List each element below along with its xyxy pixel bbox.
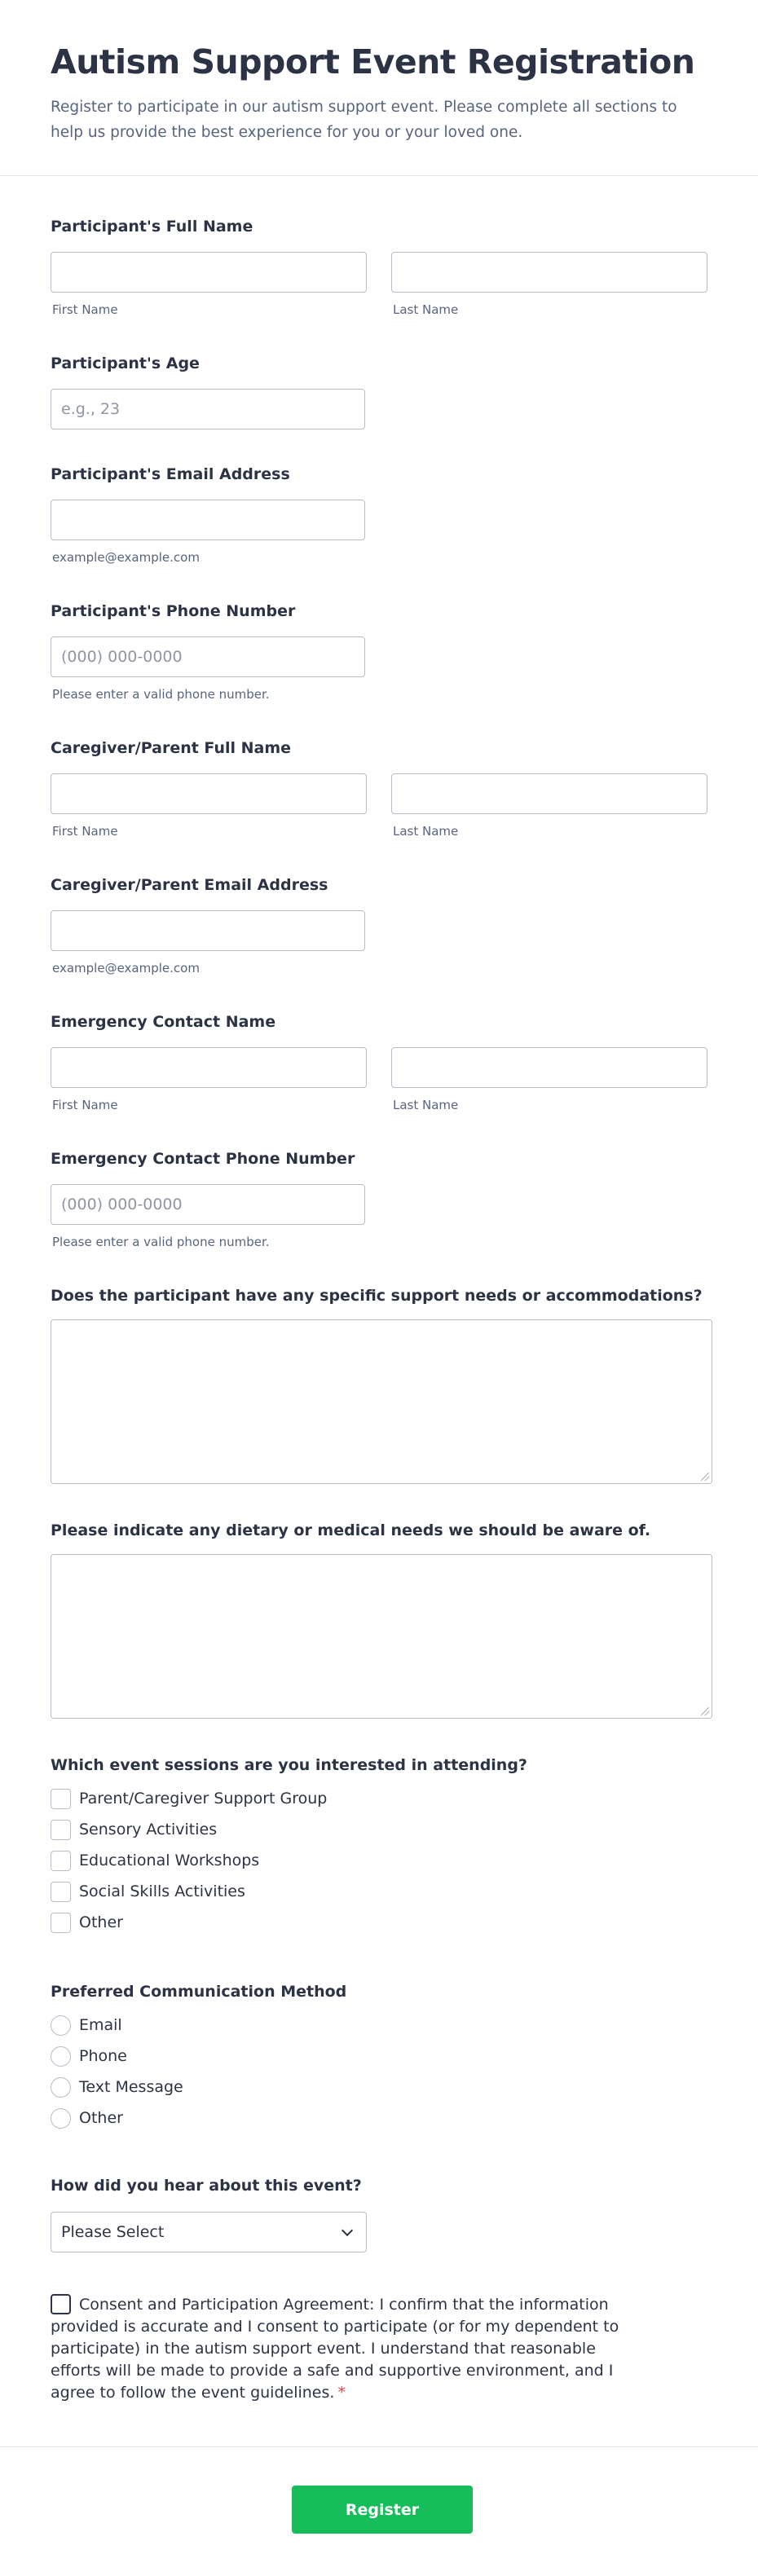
participant-age-label: Participant's Age <box>51 354 200 372</box>
communication-label: Preferred Communication Method <box>51 1983 347 2001</box>
emergency-name-label: Emergency Contact Name <box>51 1013 276 1031</box>
sessions-field <box>51 1755 711 1950</box>
participant-email-input[interactable] <box>51 500 365 540</box>
emergency-phone-sublabel: Please enter a valid phone number. <box>52 1235 270 1249</box>
chevron-down-icon <box>342 2225 353 2236</box>
required-asterisk: * <box>337 2384 346 2402</box>
radio-button[interactable] <box>51 2077 71 2098</box>
resize-handle-icon[interactable] <box>701 1707 709 1715</box>
session-option[interactable] <box>51 1910 123 1935</box>
emergency-first-name-sublabel: First Name <box>52 1098 118 1112</box>
communication-option[interactable] <box>51 2013 122 2037</box>
register-button[interactable]: Register <box>292 2486 473 2534</box>
header-divider <box>0 175 758 176</box>
caregiver-email-input[interactable] <box>51 910 365 951</box>
radio-button[interactable] <box>51 2046 71 2067</box>
referral-field <box>51 2175 711 2257</box>
sessions-label: Which event sessions are you interested in attending? <box>51 1756 527 1774</box>
checkbox[interactable] <box>51 1820 71 1840</box>
checkbox[interactable] <box>51 1789 71 1809</box>
emergency-phone-input[interactable] <box>51 1184 365 1225</box>
participant-name-field <box>51 216 711 322</box>
session-option-label: Other <box>79 1913 123 1931</box>
communication-option[interactable] <box>51 2044 127 2068</box>
emergency-first-name-input[interactable] <box>51 1047 367 1088</box>
participant-first-name-input[interactable] <box>51 252 367 293</box>
caregiver-email-sublabel: example@example.com <box>52 961 200 975</box>
footer-divider <box>0 2446 758 2447</box>
form-header <box>51 37 711 145</box>
consent-field <box>51 2294 621 2404</box>
communication-option-label: Email <box>79 2016 122 2034</box>
participant-email-field <box>51 464 711 570</box>
emergency-last-name-input[interactable] <box>391 1047 707 1088</box>
participant-email-sublabel: example@example.com <box>52 550 200 565</box>
communication-field <box>51 1981 711 2144</box>
caregiver-last-name-sublabel: Last Name <box>393 824 459 839</box>
support-needs-textarea[interactable] <box>51 1319 712 1484</box>
caregiver-email-label: Caregiver/Parent Email Address <box>51 876 328 894</box>
referral-label: How did you hear about this event? <box>51 2177 362 2195</box>
session-option-label: Social Skills Activities <box>79 1882 245 1900</box>
session-option[interactable] <box>51 1817 217 1842</box>
emergency-last-name-sublabel: Last Name <box>393 1098 459 1112</box>
communication-option[interactable] <box>51 2106 123 2130</box>
support-needs-wrapper <box>51 1319 712 1484</box>
emergency-phone-field <box>51 1148 711 1254</box>
caregiver-last-name-input[interactable] <box>391 773 707 814</box>
communication-option-label: Other <box>79 2109 123 2127</box>
participant-name-label: Participant's Full Name <box>51 218 253 236</box>
caregiver-name-field <box>51 738 711 843</box>
session-option[interactable] <box>51 1879 245 1904</box>
caregiver-first-name-sublabel: First Name <box>52 824 118 839</box>
session-option-label: Educational Workshops <box>79 1852 260 1869</box>
form-title: Autism Support Event Registration <box>51 42 695 81</box>
referral-select[interactable] <box>51 2212 367 2252</box>
communication-option[interactable] <box>51 2075 183 2099</box>
participant-phone-input[interactable] <box>51 636 365 677</box>
communication-option-label: Text Message <box>79 2078 183 2096</box>
session-option[interactable] <box>51 1848 259 1873</box>
emergency-name-field <box>51 1011 711 1117</box>
referral-selected-value: Please Select <box>61 2223 165 2241</box>
consent-checkbox[interactable] <box>51 2294 71 2314</box>
participant-first-name-sublabel: First Name <box>52 302 118 317</box>
radio-button[interactable] <box>51 2108 71 2129</box>
caregiver-name-label: Caregiver/Parent Full Name <box>51 739 292 757</box>
checkbox[interactable] <box>51 1913 71 1933</box>
checkbox[interactable] <box>51 1851 71 1871</box>
participant-phone-sublabel: Please enter a valid phone number. <box>52 687 270 702</box>
dietary-needs-textarea[interactable] <box>51 1554 712 1719</box>
participant-phone-field <box>51 601 711 707</box>
participant-email-label: Participant's Email Address <box>51 465 290 483</box>
communication-option-label: Phone <box>79 2047 127 2065</box>
session-option[interactable] <box>51 1786 327 1811</box>
caregiver-first-name-input[interactable] <box>51 773 367 814</box>
resize-handle-icon[interactable] <box>701 1473 709 1481</box>
caregiver-email-field <box>51 874 711 980</box>
consent-text: Consent and Participation Agreement: I confirm that the information provided is accurate and I consent to participate (or for my dependent to participate) in the autism support event. I understand that reasonable efforts will be made to provide a safe and supportive environment, and I agree to follow the event guidelines. <box>51 2296 619 2402</box>
support-needs-field <box>51 1285 711 1489</box>
dietary-needs-wrapper <box>51 1554 712 1719</box>
participant-phone-label: Participant's Phone Number <box>51 602 296 620</box>
dietary-needs-field <box>51 1520 711 1724</box>
radio-button[interactable] <box>51 2015 71 2036</box>
checkbox[interactable] <box>51 1882 71 1902</box>
session-option-label: Parent/Caregiver Support Group <box>79 1790 328 1808</box>
participant-last-name-sublabel: Last Name <box>393 302 459 317</box>
dietary-needs-label: Please indicate any dietary or medical needs we should be aware of. <box>51 1521 651 1539</box>
form-description: Register to participate in our autism support event. Please complete all sections to help us provide the best experience for you or your loved one. <box>51 99 677 141</box>
support-needs-label: Does the participant have any specific support needs or accommodations? <box>51 1287 703 1305</box>
participant-age-input[interactable] <box>51 389 365 429</box>
participant-age-field <box>51 353 711 434</box>
participant-last-name-input[interactable] <box>391 252 707 293</box>
session-option-label: Sensory Activities <box>79 1821 218 1838</box>
emergency-phone-label: Emergency Contact Phone Number <box>51 1150 355 1168</box>
